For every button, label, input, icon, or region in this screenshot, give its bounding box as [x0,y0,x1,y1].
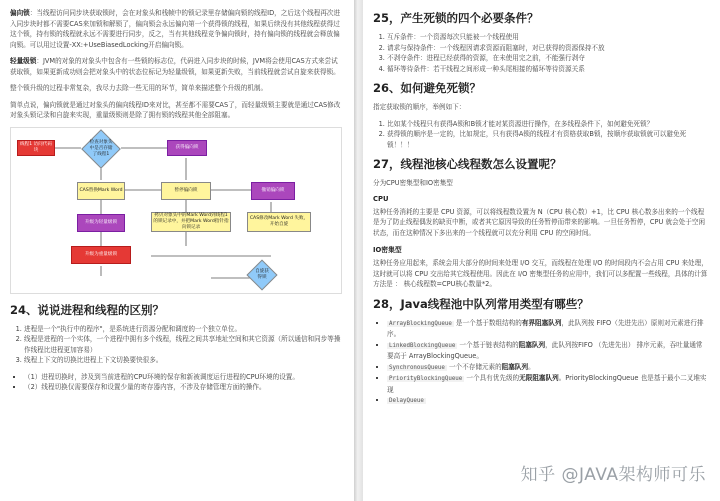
queue-text: 是一个基于数组结构的 [453,318,522,327]
cpu-title: CPU [373,194,389,203]
queue-strong: 无限阻塞队列 [519,374,559,382]
queue-code: PriorityBlockingQueue [389,376,463,382]
list-item: 1. 比如某个线程只有获得A锁和B锁才能对某资源进行操作，在多线程条件下，如何避免死锁？ [387,119,708,130]
queue-item [387,362,708,374]
paragraph-biased-lock [10,8,342,50]
flow-node-cas-replace: CAS替换Mark Word [77,182,125,200]
flow-node-revoke-biased: 撤销偏向锁 [251,182,295,200]
queue-item [387,373,708,395]
queue-text: 一个基于链表结构的 [457,340,519,349]
list-25 [373,32,708,74]
flow-node-upgrade-lightweight: 升级为轻量级锁 [77,214,125,232]
io-title: IO密集型 [373,246,402,254]
queue-list [373,318,708,407]
queue-strong: 有界阻塞队列 [521,318,562,327]
flow-node-thread-access: 线程1 访问代码块 [17,140,55,156]
flow-node-upgrade-heavyweight: 升级为重量级锁 [71,246,131,264]
zhihu-watermark: 知乎 @JAVA架构师可乐 [520,465,706,485]
flow-node-get-biased: 获得偏向锁 [167,140,207,156]
biased-lock-text: ：当线程访问同步块获取锁时，会在对象头和栈帧中的锁记录里存储偏向锁的线程ID，之后这个线程再次进入同步块时都不需要CAS来加锁和解锁了，偏向锁会永远偏向第一个获得锁的线程，如果后续没有其他线程获得过这个锁，持有锁的线程就永远不需要进行同步，反之，当有其他线程竞争偏向锁时，持有偏向锁的线程就会释放偏向锁。可以用过设置-XX:+UseBiasedLocking开启偏向锁。 [10,9,341,49]
term-biased-lock: 偏向锁 [10,9,30,17]
queue-code: DelayQueue [389,398,424,404]
right-page [363,0,720,501]
paragraph-27: 分为CPU密集型和IO密集型 [373,179,453,187]
heading-26: 26、如何避免死锁？ [373,81,482,95]
paragraph-summary: 简单点说，偏向锁就是通过对象头的偏向线程ID来对比，甚至都不需要CAS了，而轻量级锁主要就是通过CAS修改对象头锁记录和自旋来实现，重量级锁则是除了拥有锁的线程其他全部阻塞。 [10,100,341,119]
flow-node-cas-fail-spin: CAS修改Mark Word 失败，开始自旋 [247,212,311,232]
list-item: ▪ （1）进程切换时，涉及到当前进程的CPU环境的保存和新被调度运行进程的CPU环境的设置。 [24,372,342,383]
list-item: 3. 不剥夺条件：进程已经获得的资源，在未使用完之前，不能强行剥夺 [387,53,708,64]
queue-tail: ，此队列按 FIFO（先进先出）原则对元素进行排序。 [387,318,704,338]
paragraph-io: 这种任务应用起来，系统会用大部分的时间来处理 I/O 交互，而线程在处理 I/O 的时间段内不会占用 CPU 来处理，这时就可以将 CPU 交出给其它线程使用。因此在 I/O 密集型任务的应用中，我们可以多配置一些线程，具体的计算方法是 ： 核心线程数=CPU核心数量*2。 [373,259,708,288]
flow-node-pause-biased: 暂停偏向锁 [161,182,211,200]
paragraph-upgrade-intro: 整个锁升级的过程非常复杂，我尽力去除一些无用的环节，简单来描述整个升级的机制。 [10,84,268,92]
list-26 [373,119,708,151]
list-item: 1. 互斥条件：一个资源每次只能被一个线程使用 [387,32,708,43]
heading-28: 28，Java线程池中队列常用类型有哪些？ [373,296,589,311]
heading-24: 24、说说进程和线程的区别？ [10,302,165,317]
list-24 [10,324,342,366]
queue-item [387,318,708,340]
queue-text: 一个不存储元素的 [446,362,502,371]
paragraph-26: 指定获取锁的顺序，举例如下： [373,103,466,111]
queue-item [387,395,708,407]
sublist-24 [10,372,342,393]
left-page [0,0,354,501]
list-item: 3. 线程上下文的切换比进程上下文切换要快很多。 [24,355,342,366]
queue-strong: 阻塞队列 [518,340,546,349]
queue-tail: 。PriorityBlockingQueue 也是基于最小二叉堆实现 [387,374,707,394]
list-item: 4. 循环等待条件：若干线程之间形成一种头尾相接的循环等待资源关系 [387,64,708,75]
list-item: ▪ （2）线程切换仅需要保存和设置少量的寄存器内容，不涉及存储管理方面的操作。 [24,382,342,393]
queue-item [387,340,708,362]
page-gutter [354,0,363,501]
paragraph-cpu: 这种任务消耗的主要是 CPU 资源，可以将线程数设置为 N（CPU 核心数）+1，比 CPU 核心数多出来的一个线程是为了防止线程偶发的缺页中断，或者其它原因导致的任务暂停而带来的影响。一旦任务暂停，CPU 就会处于空闲状态，而在这种情况下多出来的一个线程就可以充分利用 CPU 的空闲时间。 [373,207,706,237]
queue-code: ArrayBlockingQueue [389,320,452,327]
list-item: 2. 获得锁的顺序是一定的，比如规定，只有获得A锁的线程才有资格获取B锁，按顺序获取锁就可以避免死锁！！！ [387,129,708,150]
list-item: 2. 请求与保持条件：一个线程因请求资源而阻塞时，对已获得的资源保持不放 [387,43,708,54]
queue-text: 一个具有优先级的 [464,374,520,382]
list-item: 1. 进程是一个"执行中的程序"，是系统进行资源分配和调度的一个独立单位。 [24,324,342,335]
paragraph-lightweight-lock [10,56,342,77]
list-item: 2. 线程是进程的一个实体，一个进程中拥有多个线程，线程之间共享地址空间和其它资源（所以通信和同步等操作线程比进程更加容易） [24,334,342,355]
queue-tail: 。 [528,362,535,371]
flow-node-check-header-label: 检查对象头中是否存储了线程1 [89,139,113,157]
queue-strong: 阻塞队列 [501,362,529,371]
lightweight-lock-text: ：JVM的对象的对象头中包含有一些锁的标志位，代码进入同步块的时候，JVM将会使用CAS方式来尝试获取锁，如果更新成功则会把对象头中的状态位标记为轻量级锁，如果更新失败，当前线程就尝试自旋来获得锁。 [10,57,340,76]
queue-code: SynchronousQueue [389,364,445,371]
queue-tail: ，此队列按FIFO （先进先出） 排序元素，吞吐量通常要高于 ArrayBlockingQueue。 [387,340,703,360]
heading-27: 27，线程池核心线程数怎么设置呢？ [373,157,562,171]
flow-node-copy-mark-word: 拷贝对象头中的Mark Word到线程1的锁记录中，并把Mark Word指针指向锁记录 [151,212,231,232]
heading-25: 25，产生死锁的四个必要条件？ [373,11,539,25]
lock-upgrade-flowchart [10,127,342,294]
queue-code: LinkedBlockingQueue [389,342,456,349]
term-lightweight-lock: 轻量级锁 [10,57,37,65]
flow-node-spin-acquire-label: 自旋获得锁 [255,268,269,280]
